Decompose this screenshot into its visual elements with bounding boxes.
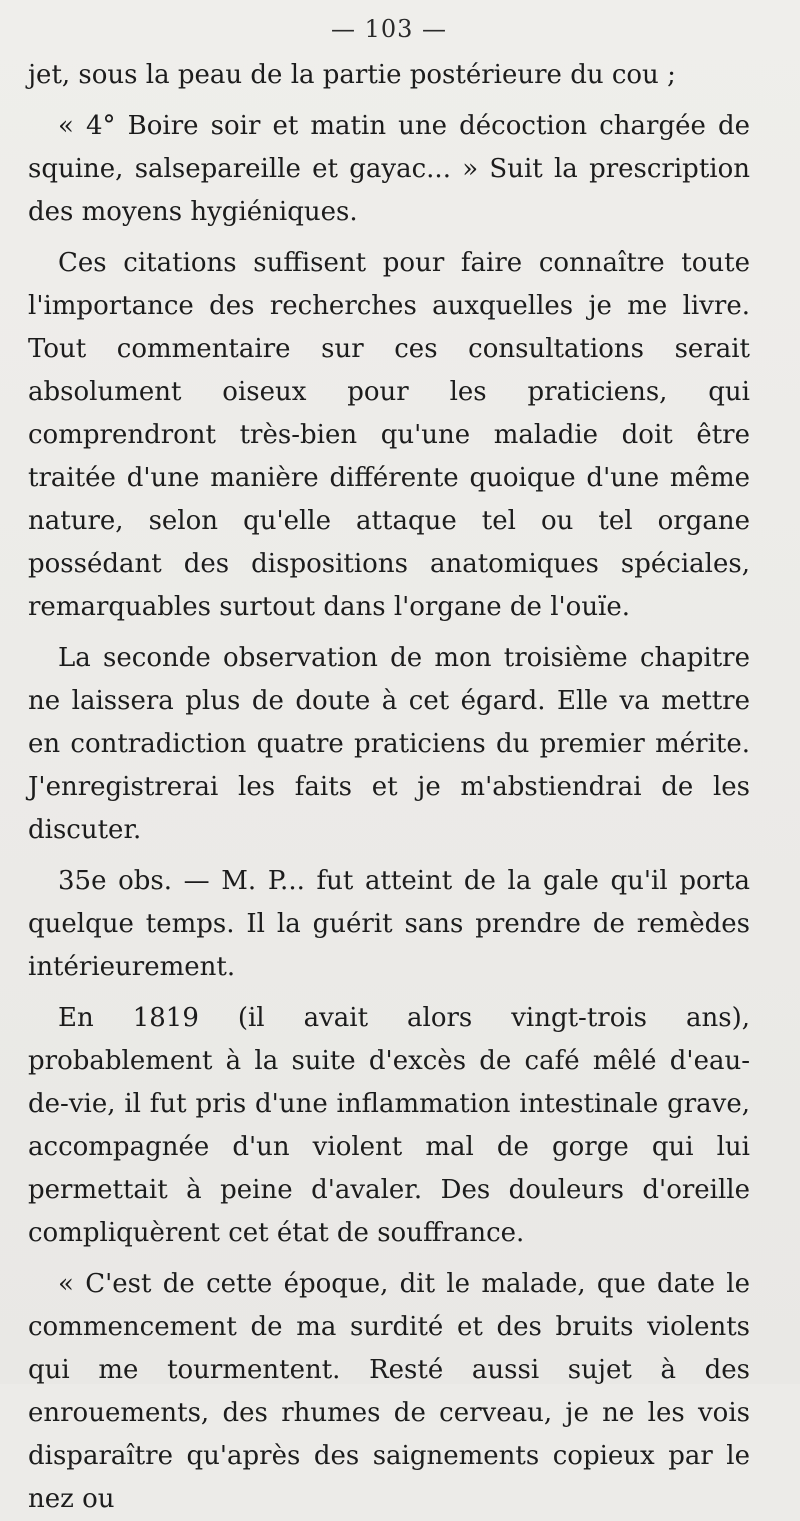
- page-number: — 103 —: [330, 15, 448, 43]
- page-body: [28, 54, 750, 1521]
- paragraph-7-quote: « C'est de cette époque, dit le malade, que date le commencement de ma surdité et des bruits violents qui me tourmentent. Resté aussi sujet à des enrouements, des rhumes de cerveau, je ne les vois disparaître qu'après des saignements copieux par le nez ou: [28, 1269, 750, 1514]
- paragraph-1: jet, sous la peau de la partie postérieure du cou ;: [28, 60, 676, 90]
- paragraph-5-observation: 35e obs. — M. P... fut atteint de la gale qu'il porta quelque temps. Il la guérit sans prendre de remèdes intérieurement.: [28, 866, 750, 982]
- paragraph-3: Ces citations suffisent pour faire connaître toute l'importance des recherches auxquelles je me livre. Tout commentaire sur ces consultations serait absolument oiseux pour les praticiens, qui comprendront très-bien qu'une maladie doit être traitée d'une manière différente quoique d'une même nature, selon qu'elle attaque tel ou tel organe possédant des dispositions anatomiques spéciales, remarquables surtout dans l'organe de l'ouïe.: [28, 248, 750, 622]
- paragraph-2: « 4° Boire soir et matin une décoction chargée de squine, salsepareille et gayac... » Suit la prescription des moyens hygiéniques.: [28, 111, 750, 227]
- paragraph-6: En 1819 (il avait alors vingt-trois ans), probablement à la suite d'excès de café mêlé d'eau-de-vie, il fut pris d'une inflammation intestinale grave, accompagnée d'un violent mal de gorge qui lui permettait à peine d'avaler. Des douleurs d'oreille compliquèrent cet état de souffrance.: [28, 1003, 750, 1248]
- paragraph-4: La seconde observation de mon troisième chapitre ne laissera plus de doute à cet égard. Elle va mettre en contradiction quatre praticiens du premier mérite. J'enregistrerai les faits et je m'abstiendrai de les discuter.: [28, 643, 750, 845]
